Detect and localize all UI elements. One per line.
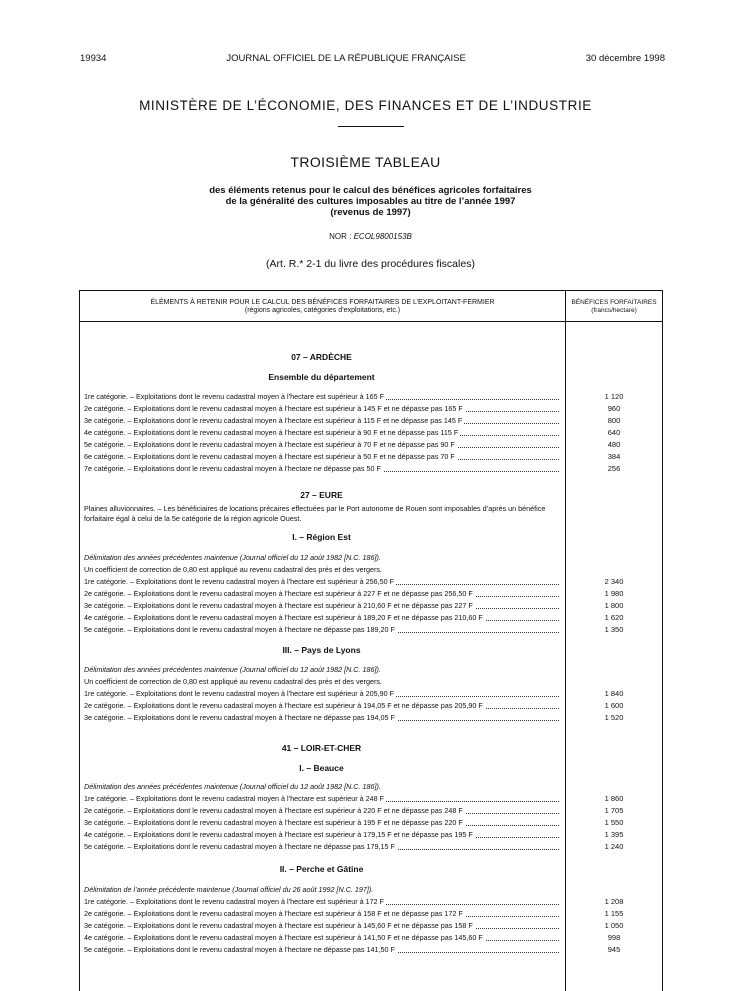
category-label: 1re catégorie. – Exploitations dont le revenu cadastral moyen à l’hectare est supérieur à 172 F (84, 897, 385, 906)
running-header (80, 53, 665, 64)
benefit-value: 256 (607, 464, 621, 473)
category-row (84, 439, 559, 450)
category-label: 1re catégorie. – Exploitations dont le revenu cadastral moyen à l’hectare est supérieur à 165 F (84, 392, 385, 401)
ministry-heading: MINISTÈRE DE L’ÉCONOMIE, DES FINANCES ET DE L’INDUSTRIE (139, 98, 592, 113)
dept-heading: 07 – ARDÈCHE (291, 352, 352, 362)
category-label: 1re catégorie. – Exploitations dont le revenu cadastral moyen à l’hectare est supérieur à 248 F (84, 794, 385, 803)
category-row (84, 793, 559, 804)
category-label: 1re catégorie. – Exploitations dont le revenu cadastral moyen à l’hectare est supérieur à 256,50 F (84, 577, 395, 586)
nor-reference (0, 232, 731, 241)
benefit-value: 1 840 (604, 689, 624, 698)
category-label: 5e catégorie. – Exploitations dont le revenu cadastral moyen à l’hectare ne dépasse pas 189,20 F (84, 625, 395, 634)
category-label: 2e catégorie. – Exploitations dont le revenu cadastral moyen à l’hectare est supérieur à 158 F et ne dépasse pas 172 F (84, 909, 463, 918)
benefit-value: 384 (607, 452, 621, 461)
delimitation-note: Délimitation des années précédentes maintenue (Journal officiel du 12 août 1982 [N.C. 186]). (84, 782, 381, 791)
article-reference: (Art. R.* 2-1 du livre des procédures fiscales) (266, 258, 475, 270)
benefit-value: 960 (607, 404, 621, 413)
benefit-value: 1 350 (604, 625, 624, 634)
benefit-value: 1 050 (604, 921, 624, 930)
category-row (84, 576, 559, 587)
issue-date: 30 décembre 1998 (585, 53, 665, 64)
category-label: 4e catégorie. – Exploitations dont le revenu cadastral moyen à l’hectare est supérieur à 179,15 F et ne dépasse pas 195 F (84, 830, 473, 839)
category-row (84, 427, 559, 438)
benefit-value: 1 240 (604, 842, 624, 851)
category-row (84, 588, 559, 599)
category-label: 2e catégorie. – Exploitations dont le revenu cadastral moyen à l’hectare est supérieur à 145 F et ne dépasse pas 165 F (84, 404, 463, 413)
category-label: 5e catégorie. – Exploitations dont le revenu cadastral moyen à l’hectare ne dépasse pas 179,15 F (84, 842, 395, 851)
category-row (84, 817, 559, 828)
category-row (84, 600, 559, 611)
category-row (84, 700, 559, 711)
category-row (84, 624, 559, 635)
nor-code: ECOL9800153B (353, 232, 412, 241)
category-row (84, 403, 559, 414)
category-row (84, 896, 559, 907)
benefit-value: 2 340 (604, 577, 624, 586)
benefit-value: 1 980 (604, 589, 624, 598)
coefficient-note: Un coefficient de correction de 0,80 est appliqué au revenu cadastral des prés et des vergers. (84, 565, 382, 574)
category-label: 2e catégorie. – Exploitations dont le revenu cadastral moyen à l’hectare est supérieur à 220 F et ne dépasse pas 248 F (84, 806, 463, 815)
benefit-value: 800 (607, 416, 621, 425)
category-row (84, 451, 559, 462)
category-label: 2e catégorie. – Exploitations dont le revenu cadastral moyen à l’hectare est supérieur à 194,05 F et ne dépasse pas 205,90 F (84, 701, 483, 710)
category-label: 5e catégorie. – Exploitations dont le revenu cadastral moyen à l’hectare ne dépasse pas 141,50 F (84, 945, 395, 954)
table-header-right (566, 299, 662, 315)
category-label: 3e catégorie. – Exploitations dont le revenu cadastral moyen à l’hectare est supérieur à 145,60 F et ne dépasse pas 158 F (84, 921, 473, 930)
divider (338, 126, 404, 127)
section-heading: Ensemble du département (268, 372, 375, 382)
benefit-value: 640 (607, 428, 621, 437)
nor-label: NOR : (329, 232, 352, 241)
benefit-value: 480 (607, 440, 621, 449)
header-left-line-2: (régions agricoles, catégories d’exploitations, etc.) (244, 307, 401, 314)
table-title: TROISIÈME TABLEAU (290, 154, 441, 170)
category-label: 4e catégorie. – Exploitations dont le revenu cadastral moyen à l’hectare est supérieur à 189,20 F et ne dépasse pas 210,60 F (84, 613, 483, 622)
benefit-value: 1 155 (604, 909, 624, 918)
section-heading: I. – Région Est (292, 532, 351, 542)
category-label: 7e catégorie. – Exploitations dont le revenu cadastral moyen à l’hectare ne dépasse pas 50 F (84, 464, 381, 473)
benefit-value: 1 208 (604, 897, 624, 906)
benefit-value: 1 620 (604, 613, 624, 622)
header-right-line-1: BÉNÉFICES FORFAITAIRES (571, 299, 657, 306)
category-row (84, 612, 559, 623)
category-row (84, 841, 559, 852)
section-heading: II. – Perche et Gâtine (279, 864, 364, 874)
benefit-value: 1 860 (604, 794, 624, 803)
page-number: 19934 (80, 53, 107, 64)
dept-heading: 41 – LOIR-ET-CHER (281, 743, 362, 753)
header-left-line-1: ÉLÉMENTS À RETENIR POUR LE CALCUL DES BÉNÉFICES FORFAITAIRES DE L’EXPLOITANT-FERMIER (150, 299, 495, 306)
category-label: 4e catégorie. – Exploitations dont le revenu cadastral moyen à l’hectare est supérieur à 90 F et ne dépasse pas 115 F (84, 428, 459, 437)
header-right-line-2: (francs/hectare) (591, 307, 637, 314)
category-label: 3e catégorie. – Exploitations dont le revenu cadastral moyen à l’hectare est supérieur à 210,60 F et ne dépasse pas 227 F (84, 601, 473, 610)
category-label: 1re catégorie. – Exploitations dont le revenu cadastral moyen à l’hectare est supérieur à 205,90 F (84, 689, 395, 698)
subtitle-line-3: (revenus de 1997) (330, 207, 411, 218)
category-row (84, 829, 559, 840)
category-row (84, 920, 559, 931)
benefit-value: 998 (607, 933, 621, 942)
category-row (84, 415, 559, 426)
benefits-table (79, 290, 663, 991)
delimitation-note: Délimitation des années précédentes maintenue (Journal officiel du 12 août 1982 [N.C. 186]). (84, 665, 381, 674)
dept-heading: 27 – EURE (300, 490, 343, 500)
category-row (84, 391, 559, 402)
benefit-value: 1 120 (604, 392, 624, 401)
benefit-value: 1 520 (604, 713, 624, 722)
category-row (84, 944, 559, 955)
category-label: 4e catégorie. – Exploitations dont le revenu cadastral moyen à l’hectare est supérieur à 141,50 F et ne dépasse pas 145,60 F (84, 933, 483, 942)
subtitle-line-1: des éléments retenus pour le calcul des bénéfices agricoles forfaitaires (209, 185, 532, 196)
category-label: 3e catégorie. – Exploitations dont le revenu cadastral moyen à l’hectare ne dépasse pas 194,05 F (84, 713, 395, 722)
benefit-value: 945 (607, 945, 621, 954)
category-label: 6e catégorie. – Exploitations dont le revenu cadastral moyen à l’hectare est supérieur à 50 F et ne dépasse pas 70 F (84, 452, 455, 461)
journal-title: JOURNAL OFFICIEL DE LA RÉPUBLIQUE FRANÇAISE (226, 53, 466, 64)
benefit-value: 1 395 (604, 830, 624, 839)
delimitation-note: Délimitation de l’année précédente maintenue (Journal officiel du 26 août 1992 [N.C. 197]). (84, 885, 374, 894)
category-row (84, 712, 559, 723)
benefit-value: 1 800 (604, 601, 624, 610)
category-label: 3e catégorie. – Exploitations dont le revenu cadastral moyen à l’hectare est supérieur à 115 F et ne dépasse pas 145 F (84, 416, 463, 425)
paragraph: Plaines alluvionnaires. – Les bénéficiaires de locations précaires effectuées par le Port autonome de Rouen sont imposables d’après un bénéfice forfaitaire égal à celui de la 5e catégorie de la région agricole Ouest. (84, 504, 546, 523)
category-row (84, 932, 559, 943)
section-heading: III. – Pays de Lyons (282, 645, 361, 655)
coefficient-note: Un coefficient de correction de 0,80 est appliqué au revenu cadastral des prés et des vergers. (84, 677, 382, 686)
table-header-left (80, 299, 565, 315)
category-label: 5e catégorie. – Exploitations dont le revenu cadastral moyen à l’hectare est supérieur à 70 F et ne dépasse pas 90 F (84, 440, 455, 449)
category-row (84, 908, 559, 919)
category-label: 3e catégorie. – Exploitations dont le revenu cadastral moyen à l’hectare est supérieur à 195 F et ne dépasse pas 220 F (84, 818, 463, 827)
category-label: 2e catégorie. – Exploitations dont le revenu cadastral moyen à l’hectare est supérieur à 227 F et ne dépasse pas 256,50 F (84, 589, 473, 598)
section-heading: I. – Beauce (299, 763, 344, 773)
benefit-value: 1 705 (604, 806, 624, 815)
benefit-value: 1 600 (604, 701, 624, 710)
category-row (84, 688, 559, 699)
benefit-value: 1 550 (604, 818, 624, 827)
category-row (84, 463, 559, 474)
subtitle (0, 185, 731, 218)
subtitle-line-2: de la généralité des cultures imposables au titre de l’année 1997 (225, 196, 516, 207)
category-row (84, 805, 559, 816)
delimitation-note: Délimitation des années précédentes maintenue (Journal officiel du 12 août 1982 [N.C. 186]). (84, 553, 381, 562)
table-header (80, 291, 662, 322)
